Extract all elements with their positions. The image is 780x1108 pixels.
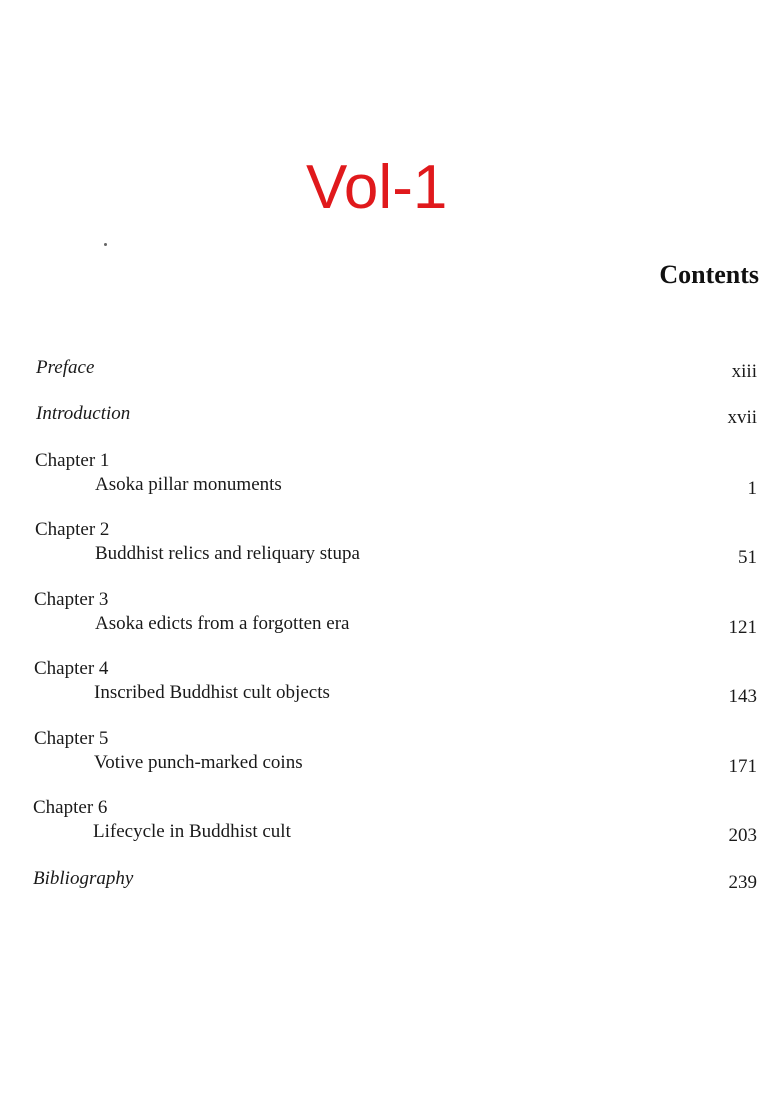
toc-entry-title: Preface xyxy=(36,357,95,378)
toc-page-number: 143 xyxy=(728,686,757,707)
toc-page-number: 1 xyxy=(747,478,757,499)
toc-page-number: 171 xyxy=(728,756,757,777)
toc-page-number: 203 xyxy=(728,825,757,846)
chapter-label: Chapter 6 xyxy=(33,797,108,818)
chapter-label: Chapter 5 xyxy=(34,728,109,749)
chapter-title: Asoka pillar monuments xyxy=(95,474,282,495)
contents-heading: Contents xyxy=(659,260,759,289)
toc-page-number: 121 xyxy=(728,617,757,638)
chapter-label: Chapter 3 xyxy=(34,589,109,610)
chapter-title: Buddhist relics and reliquary stupa xyxy=(95,543,360,564)
chapter-title: Votive punch-marked coins xyxy=(94,752,303,773)
chapter-title: Inscribed Buddhist cult objects xyxy=(94,682,330,703)
chapter-label: Chapter 2 xyxy=(35,519,110,540)
toc-page-number: xvii xyxy=(727,407,757,428)
toc-entry-title: Bibliography xyxy=(33,868,134,889)
chapter-title: Lifecycle in Buddhist cult xyxy=(93,821,291,842)
toc-page-number: 239 xyxy=(728,872,757,893)
toc-entry-title: Introduction xyxy=(36,403,131,424)
chapter-label: Chapter 1 xyxy=(35,450,110,471)
chapter-label: Chapter 4 xyxy=(34,658,109,679)
scan-speck xyxy=(104,243,107,246)
toc-page-number: xiii xyxy=(731,361,757,382)
chapter-title: Asoka edicts from a forgotten era xyxy=(95,613,350,634)
toc-page-number: 51 xyxy=(738,547,757,568)
volume-label: Vol-1 xyxy=(306,153,448,222)
